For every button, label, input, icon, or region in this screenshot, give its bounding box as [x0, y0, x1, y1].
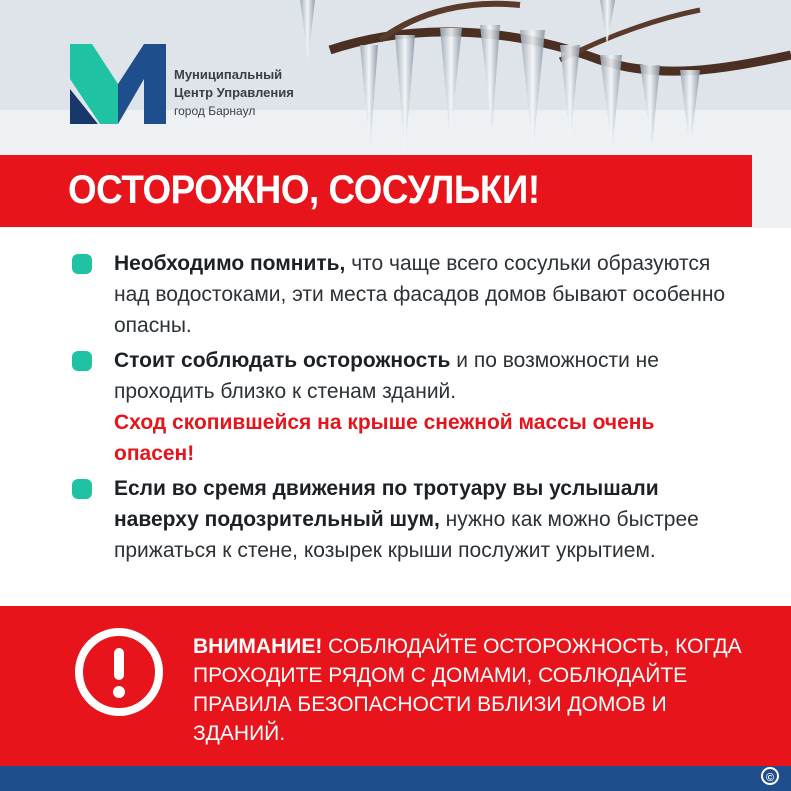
rounded-square-icon [72, 351, 92, 371]
bullet-text [114, 473, 740, 566]
rounded-square-icon [72, 479, 92, 499]
logo-text [174, 66, 294, 120]
bullet-warning: Сход скопившейся на крыше снежной массы очень опасен! [114, 411, 655, 465]
copyright-icon: © [761, 767, 779, 785]
list-item [70, 345, 740, 469]
bullet-body: и по возможности не проходить близко к стенам зданий. [114, 349, 659, 403]
logo-line-2: Центр Управления [174, 85, 294, 100]
bullet-body: нужно как можно быстрее прижаться к стене, козырек крыши послужит укрытием. [114, 508, 699, 562]
list-item [70, 473, 740, 566]
rounded-square-icon [72, 254, 92, 274]
logo-line-1: Муниципальный [174, 67, 283, 82]
logo [70, 44, 315, 126]
logo-line-3: город Барнаул [174, 104, 256, 118]
bullet-bold: Необходимо помнить, [114, 252, 346, 275]
bottom-bar [0, 766, 791, 791]
logo-mark-icon [70, 44, 166, 124]
exclamation-circle-icon [73, 626, 165, 718]
bullet-text [114, 248, 740, 341]
attention-text [193, 632, 763, 748]
bullet-body: что чаще всего сосульки образуются над водостоками, эти места фасадов домов бывают особенно опасны. [114, 252, 726, 337]
bullet-text [114, 345, 740, 469]
title-band [0, 155, 752, 227]
bullet-bold: Стоит соблюдать осторожность [114, 349, 451, 372]
list-item [70, 248, 740, 341]
page-title: ОСТОРОЖНО, СОСУЛЬКИ! [68, 168, 540, 212]
attention-body: СОБЛЮДАЙТЕ ОСТОРОЖНОСТЬ, КОГДА ПРОХОДИТЕ РЯДОМ С ДОМАМИ, СОБЛЮДАЙТЕ ПРАВИЛА БЕЗОПАСНОСТИ ВБЛИЗИ ДОМОВ И ЗДАНИЙ. [193, 635, 742, 745]
attention-lead: ВНИМАНИЕ! [193, 635, 323, 658]
bullet-list [70, 248, 740, 570]
bullet-bold: Если во сремя движения по тротуару вы услышали наверху подозрительный шум, [114, 477, 659, 531]
